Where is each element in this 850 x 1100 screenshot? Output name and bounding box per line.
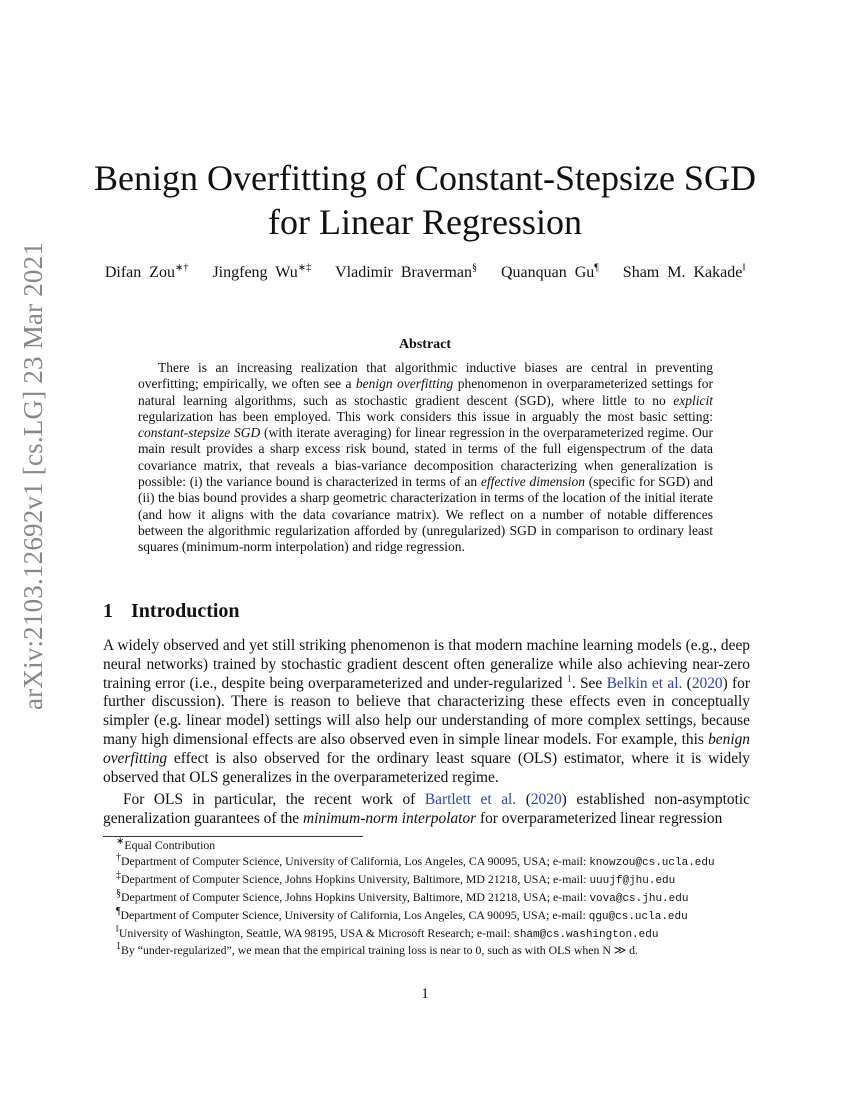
paper-title [80, 156, 770, 244]
author: Jingfeng Wu∗‡ [212, 262, 312, 281]
citation-belkin-year-link[interactable]: 2020 [691, 674, 723, 692]
intro-paragraph-1: A widely observed and yet still striking phenomenon is that modern machine learning models (e.g., deep neural networks) trained by stochastic gradient descent often generalize while also achieving near-zero training error (i.e., despite being overparameterized and under-regularized $^1$. See Belkin et al. (2020) for further discussion). There is reason to believe that characterizing these effects even in conceptually simpler (e.g. linear model) settings will also help our understanding of more complex settings, because many high dimensional effects are also observed even in simple linear models. For example, this benign overfitting effect is also observed for the ordinary least square (OLS) estimator, where it is widely observed that OLS generalizes in the overparameterized regime. [103, 637, 751, 786]
footnote-kakade-affiliation: ‖University of Washington, Seattle, WA 98195, USA & Microsoft Research; e-mail: sham@cs.washington.edu [116, 923, 659, 941]
footnote-gu-affiliation: ¶Department of Computer Science, University of California, Los Angeles, CA 90095, USA; e-mail: qgu@cs.ucla.edu [116, 905, 688, 923]
section-number: 1 [103, 600, 113, 622]
email-kakade: sham@cs.washington.edu [513, 928, 659, 941]
title-line-2: for Linear Regression [268, 202, 582, 242]
title-line-1: Benign Overfitting of Constant-Stepsize SGD [94, 158, 756, 198]
email-gu: qgu@cs.ucla.edu [588, 910, 688, 923]
author-list [60, 264, 790, 282]
footnote-equal-contribution: ∗Equal Contribution [116, 836, 216, 852]
author: Difan Zou∗† [104, 262, 189, 281]
citation-bartlett-link[interactable]: Bartlett et al. [424, 791, 517, 808]
page-number: 1 [421, 986, 429, 1002]
footnote-divider [103, 836, 363, 837]
footnote-zou-affiliation: †Department of Computer Science, University of California, Los Angeles, CA 90095, USA; e-mail: knowzou@cs.ucla.edu [116, 851, 715, 869]
abstract-text: There is an increasing realization that algorithmic inductive biases are central in preventing overfitting; empirically, we often see a benign overfitting phenomenon in overparameterized settings for natural learning algorithms, such as stochastic gradient descent (SGD), where little to no explicit regularization has been employed. This work considers this issue in arguably the most basic setting: constant-stepsize SGD (with iterate averaging) for linear regression in the overparameterized regime. Our main result provides a sharp excess risk bound, stated in terms of the full eigenspectrum of the data covariance matrix, that reveals a bias-variance decomposition characterizing when generalization is possible: (i) the variance bound is characterized in terms of an effective dimension (specific for SGD) and (ii) the bias bound provides a sharp geometric characterization in terms of the location of the initial iterate (and how it aligns with the data covariance matrix). We reflect on a number of notable differences between the algorithmic regularization afforded by (unregularized) SGD in comparison to ordinary least squares (minimum-norm interpolation) and ridge regression. [138, 360, 714, 555]
author: Quanquan Gu¶ [500, 262, 599, 281]
intro-paragraph-2: For OLS in particular, the recent work of Bartlett et al. (2020) established non-asymptotic generalization guarantees of the minimum-norm interpolator for overparameterized linear regression [103, 791, 750, 827]
author: Vladimir Braverman§ [335, 262, 477, 281]
abstract-heading: Abstract [398, 337, 452, 352]
email-wu: uuujf@jhu.edu [589, 874, 676, 887]
section-title: Introduction [131, 600, 240, 622]
email-zou: knowzou@cs.ucla.edu [589, 856, 715, 869]
arxiv-identifier-stamp: arXiv:2103.12692v1 [cs.LG] 23 Mar 2021 [18, 241, 48, 710]
footnotes [103, 838, 750, 959]
citation-bartlett-year-link[interactable]: 2020 [530, 791, 562, 808]
footnote-1: $^1$By “under-regularized”, we mean that the empirical training loss is near to 0, such as with OLS when N ≫ d. [116, 941, 638, 958]
section-heading-introduction [103, 600, 240, 623]
footnote-1-link[interactable]: 1 [566, 673, 572, 685]
citation-belkin-link[interactable]: Belkin et al. [606, 674, 683, 692]
footnote-braverman-affiliation: §Department of Computer Science, Johns Hopkins University, Baltimore, MD 21218, USA; e-mail: vova@cs.jhu.edu [116, 887, 689, 905]
author: Sham M. Kakade‖ [622, 262, 746, 281]
footnote-wu-affiliation: ‡Department of Computer Science, Johns Hopkins University, Baltimore, MD 21218, USA; e-mail: uuujf@jhu.edu [116, 869, 676, 887]
email-braverman: vova@cs.jhu.edu [589, 892, 689, 905]
